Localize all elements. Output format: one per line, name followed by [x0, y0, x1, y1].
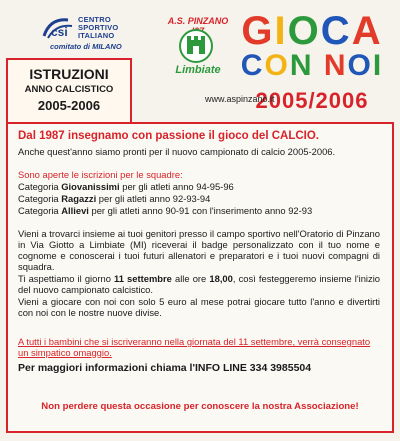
- brand-letter: I: [372, 49, 384, 82]
- date-text: , così festeggeremo insieme l'inizio del nuovo campionato calcistico.: [18, 273, 381, 295]
- squad-cat: Categoria: [18, 193, 62, 204]
- squad-item: [18, 181, 380, 192]
- instructions-subtitle: ANNO CALCISTICO: [24, 84, 114, 95]
- brand-letter: C: [320, 9, 352, 53]
- brand-letter: A: [351, 9, 383, 53]
- brand-space: [313, 49, 323, 82]
- csi-logo: [42, 14, 157, 54]
- csi-line: CENTRO: [78, 15, 111, 24]
- website-link[interactable]: www.aspinzano.it: [205, 94, 275, 104]
- visit-paragraph: Vieni a trovarci insieme ai tuoi genitori presso il campo sportivo nell'Oratorio di Pinzano in Via Giotto a Limbiate (MI) riceverai il badge personalizzato con il tuo nome e cognome e conoscerai i tuoi futuri allenatori e preparatori e i tuoi nuovi compagni di squadra.: [18, 228, 380, 272]
- squad-name: Giovanissimi: [61, 181, 120, 192]
- brand-letter: O: [347, 49, 373, 82]
- brand-letter: G: [241, 9, 275, 53]
- brand-line-gioca: [232, 10, 392, 52]
- brand-letter: N: [323, 49, 348, 82]
- info-line: Per maggiori informazioni chiama l'INFO LINE 334 3985504: [18, 362, 312, 374]
- intro-text: Anche quest'anno siamo pronti per il nuovo campionato di calcio 2005-2006.: [18, 146, 336, 157]
- footer-slogan: Non perdere questa occasione per conoscere la nostra Associazione!: [41, 401, 359, 412]
- instructions-title: ISTRUZIONI: [29, 66, 109, 82]
- fee-paragraph: Vieni a giocare con noi con solo 5 euro al mese potrai giocare tutto l'anno e divertirti con noi con le nostre nuove divise.: [18, 296, 380, 318]
- squad-cat: Categoria: [18, 181, 62, 192]
- squad-name: Allievi: [61, 205, 89, 216]
- brand-letter: O: [264, 49, 290, 82]
- main-content-box: [6, 122, 394, 433]
- csi-line: ITALIANO: [78, 31, 115, 40]
- brand-letter: C: [240, 49, 265, 82]
- csi-line: SPORTIVO: [78, 23, 119, 32]
- brand-line-con-noi: [232, 50, 392, 82]
- csi-comitato: comitato di MILANO: [50, 42, 122, 51]
- svg-text:csi: csi: [51, 25, 68, 39]
- csi-name: [78, 16, 118, 40]
- squad-years: per gli atleti anno 90-91 con l'inserimento anno 92-93: [88, 205, 313, 216]
- csi-emblem-icon: [42, 16, 74, 40]
- brand-letter: N: [289, 49, 314, 82]
- lead-heading: Dal 1987 insegnamo con passione il gioco del CALCIO.: [18, 130, 319, 142]
- event-time: 18,00: [209, 273, 233, 284]
- squad-item: [18, 205, 380, 216]
- instructions-box: [6, 58, 132, 126]
- brand-letter: I: [274, 9, 288, 53]
- event-date: 11 settembre: [114, 273, 172, 284]
- castle-crest-icon: [172, 28, 220, 64]
- squad-years: per gli atleti anno 94-95-96: [119, 181, 234, 192]
- squads-heading: Sono aperte le iscrizioni per le squadre:: [18, 169, 183, 180]
- squad-name: Ragazzi: [61, 193, 97, 204]
- club-crest: [162, 16, 234, 82]
- squad-years: per gli atleti anno 92-93-94: [96, 193, 211, 204]
- gift-notice: A tutti i bambini che si iscriveranno nella giornata del 11 settembre, verrà consegnato un simpatico omaggio.: [18, 336, 371, 358]
- squad-item: [18, 193, 380, 204]
- brand-year: 2005/2006: [255, 88, 369, 113]
- date-paragraph: [18, 273, 380, 295]
- brand-letter: O: [287, 9, 321, 53]
- squad-cat: Categoria: [18, 205, 62, 216]
- club-name: A.S. PINZANO: [167, 16, 229, 26]
- club-city: Limbiate: [175, 64, 221, 76]
- date-text: alle ore: [171, 273, 210, 284]
- date-text: Ti aspettiamo il giorno: [18, 273, 115, 284]
- instructions-year: 2005-2006: [37, 98, 101, 113]
